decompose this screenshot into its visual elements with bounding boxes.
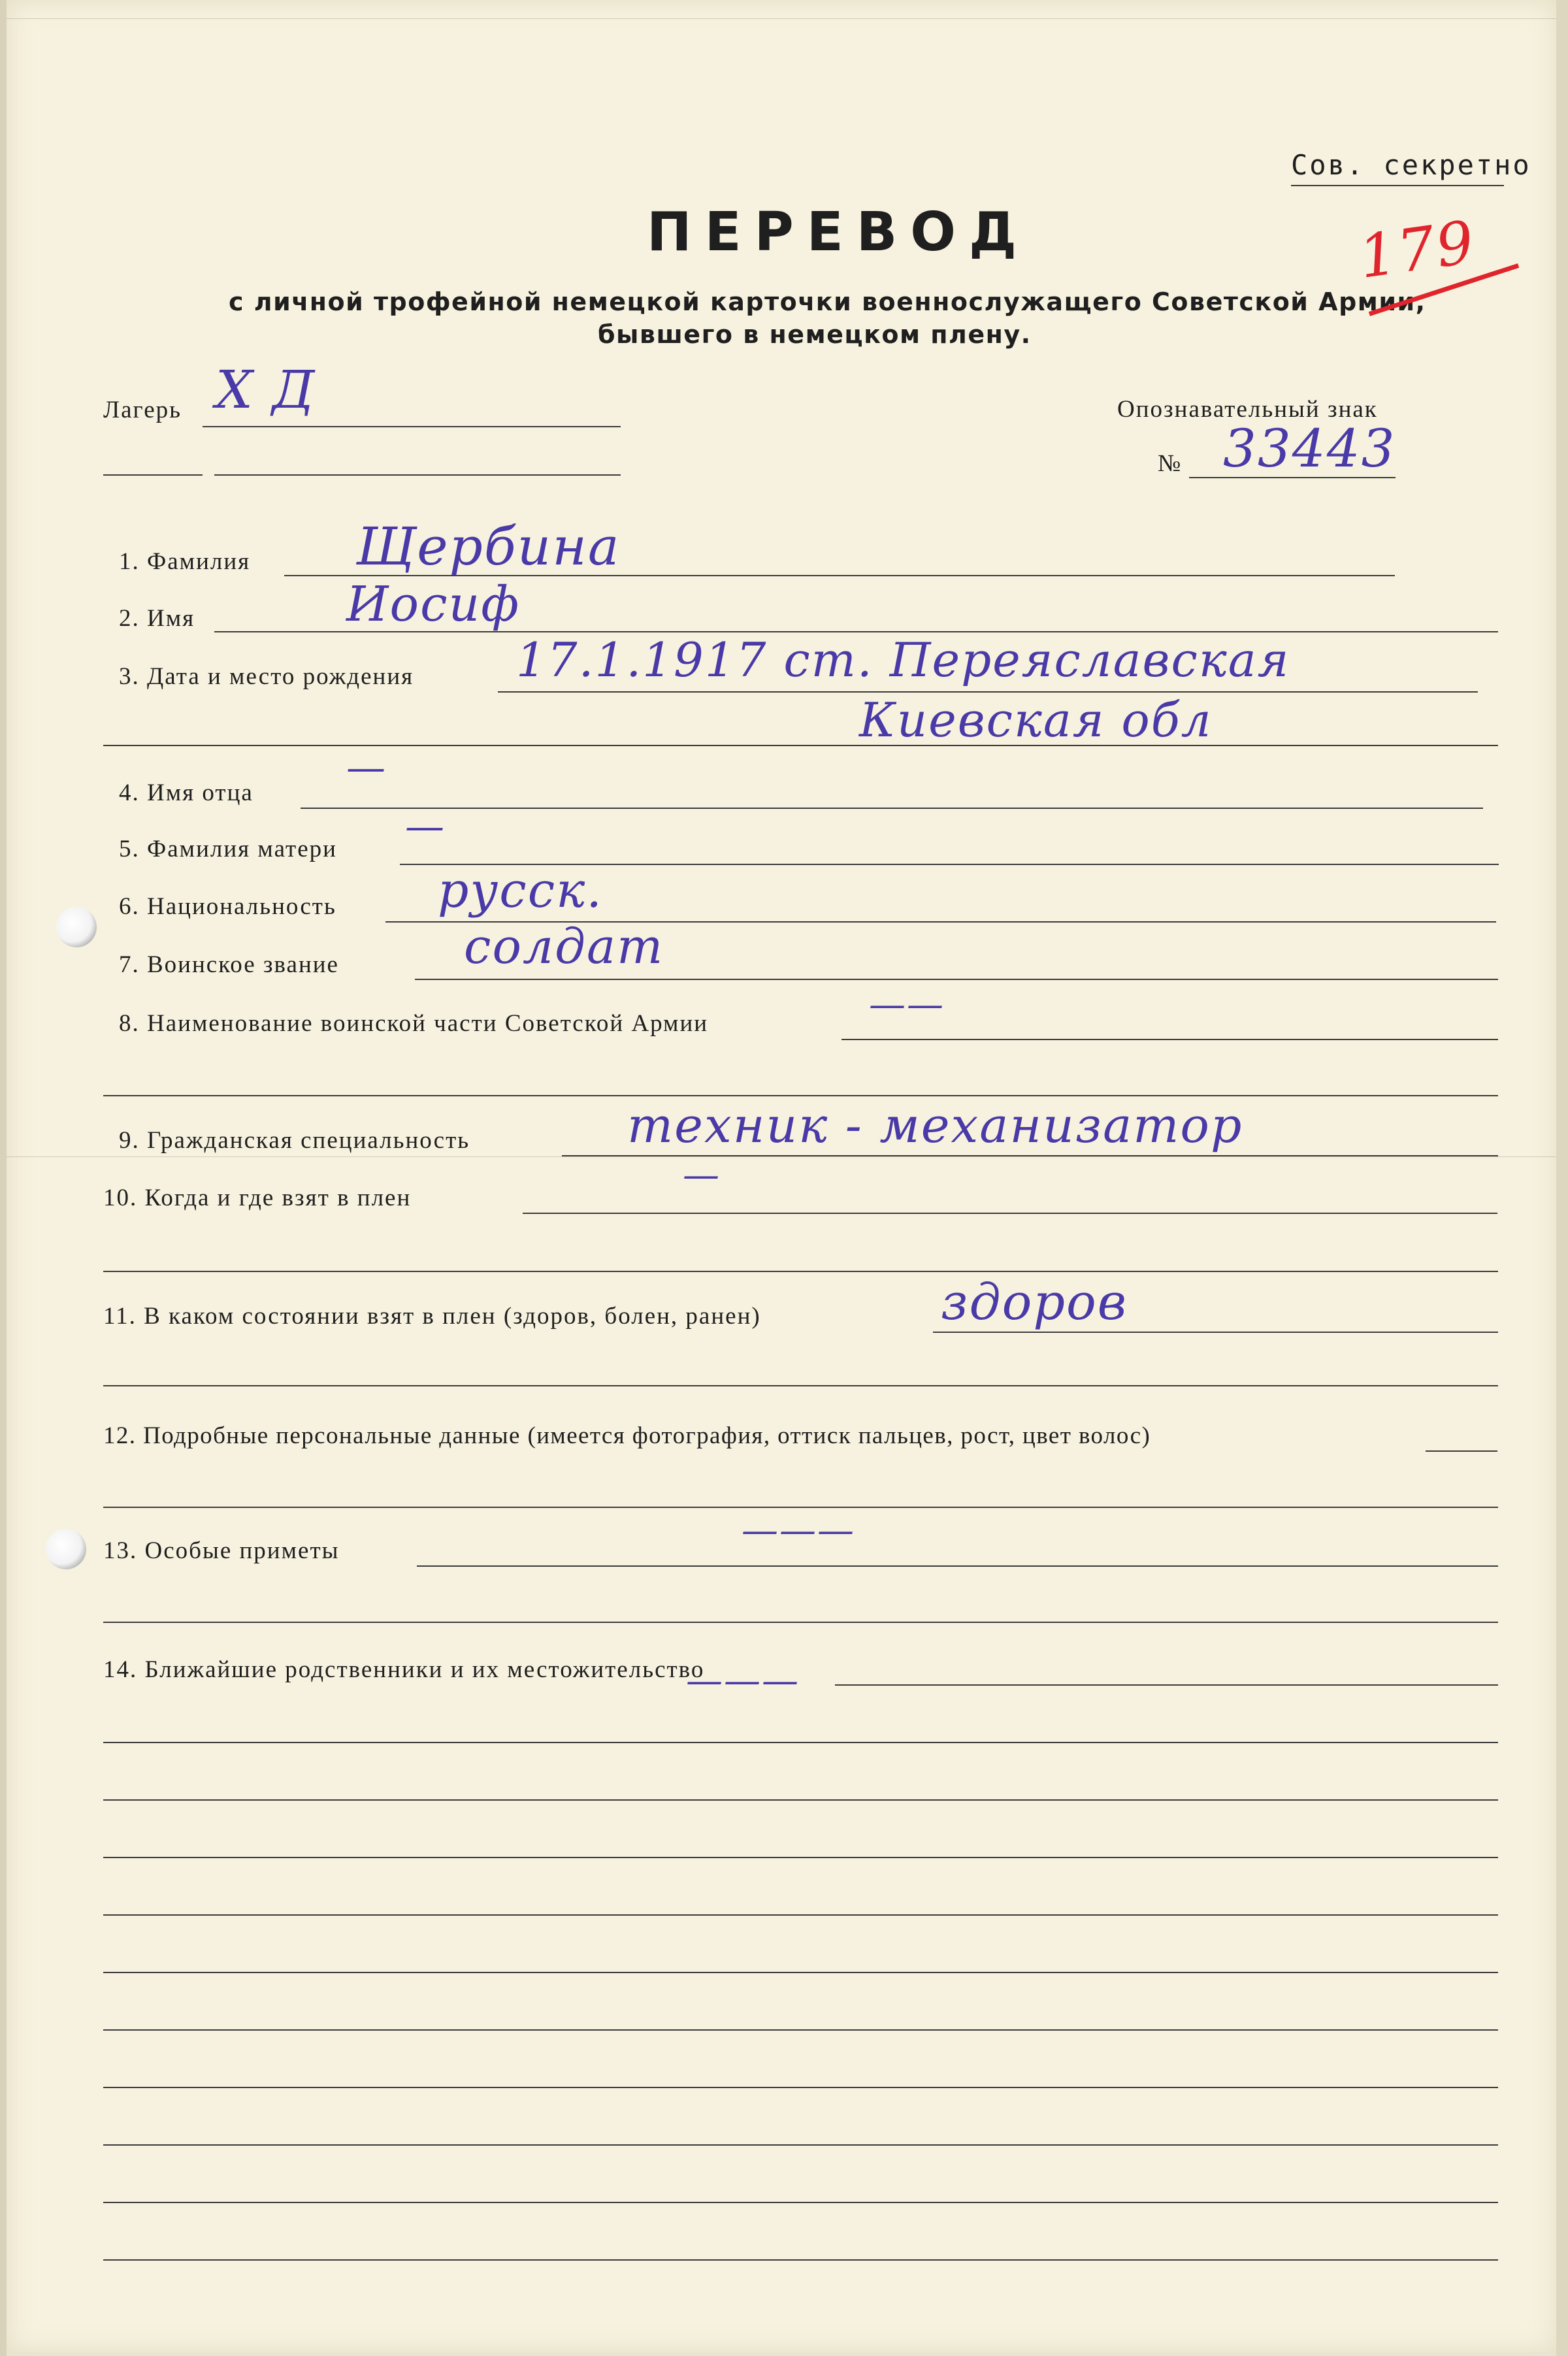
field-3-label: 3. Дата и место рождения <box>119 663 414 690</box>
page-subtitle-line1: с личной трофейной немецкой карточки военнослужащего Советской Армии, <box>229 287 1426 316</box>
field-7-label: 7. Воинское звание <box>119 951 339 978</box>
field-10-line <box>523 1213 1497 1214</box>
blank-line <box>103 2259 1498 2261</box>
field-7-line <box>415 979 1498 980</box>
field-2-value: Иосиф <box>346 576 521 632</box>
camp-line <box>203 426 621 427</box>
id-mark-label: Опознавательный знак <box>1117 396 1378 423</box>
field-5-value: — <box>405 804 446 849</box>
field-6-label: 6. Национальность <box>119 893 336 920</box>
field-2-label: 2. Имя <box>119 605 195 632</box>
field-3-value-line2: Киевская обл <box>859 693 1213 747</box>
field-3-value: 17.1.1917 ст. Переяславская <box>516 632 1290 687</box>
blank-line <box>103 1799 1498 1801</box>
field-8-label: 8. Наименование воинской части Советской Армии <box>119 1010 709 1037</box>
field-11-value: здоров <box>941 1273 1128 1331</box>
form-sheet <box>7 0 1556 2352</box>
punch-hole-top <box>56 907 97 947</box>
blank-line <box>103 2087 1498 2088</box>
field-9-label: 9. Гражданская специальность <box>119 1127 470 1154</box>
field-12-label: 12. Подробные персональные данные (имеется фотография, оттиск пальцев, рост, цвет волос) <box>103 1422 1151 1449</box>
camp-line-2b <box>214 474 621 476</box>
field-4-label: 4. Имя отца <box>119 779 253 806</box>
field-11-label: 11. В каком состоянии взят в плен (здоров, болен, ранен) <box>103 1303 761 1330</box>
field-5-label: 5. Фамилия матери <box>119 836 337 862</box>
paper-fold-line <box>7 1156 1556 1157</box>
page-number-handwritten: 179 <box>1354 208 1480 292</box>
field-10-line-2 <box>103 1271 1498 1272</box>
field-14-value: ——— <box>686 1660 800 1702</box>
paper-fold-line <box>7 18 1556 19</box>
classification-stamp: Сов. секретно <box>1291 149 1531 181</box>
blank-line <box>103 1972 1498 1973</box>
field-10-label: 10. Когда и где взят в плен <box>103 1185 412 1211</box>
field-12-line-2 <box>103 1507 1498 1508</box>
field-12-line <box>1426 1450 1497 1452</box>
field-14-line <box>835 1684 1498 1686</box>
page-title: ПЕРЕВОД <box>647 201 1030 263</box>
blank-line <box>103 2202 1498 2203</box>
field-4-value: — <box>346 745 387 791</box>
scan-edge-right <box>1556 0 1568 2356</box>
blank-line <box>103 2029 1498 2031</box>
field-1-value: Щербина <box>356 516 621 577</box>
field-3-line-2 <box>103 745 1498 746</box>
camp-line-2a <box>103 474 203 476</box>
blank-line <box>103 1742 1498 1743</box>
field-8-line-2 <box>103 1095 1498 1096</box>
field-13-line <box>417 1565 1498 1567</box>
field-13-line-2 <box>103 1622 1498 1623</box>
field-13-label: 13. Особые приметы <box>103 1537 340 1564</box>
blank-line <box>103 1914 1498 1916</box>
camp-label: Лагерь <box>103 397 182 423</box>
field-13-value: ——— <box>742 1509 855 1552</box>
field-10-value: — <box>683 1154 721 1196</box>
camp-value: Х Д <box>216 359 316 420</box>
punch-hole-bottom <box>46 1529 86 1569</box>
blank-line <box>103 1857 1498 1858</box>
blank-line <box>103 2144 1498 2146</box>
field-4-line <box>301 808 1483 809</box>
classification-underline <box>1291 185 1504 186</box>
id-number-value: 33443 <box>1223 418 1396 479</box>
id-number-label: № <box>1158 450 1183 477</box>
field-7-value: солдат <box>464 919 664 975</box>
field-1-label: 1. Фамилия <box>119 548 251 575</box>
field-6-value: русск. <box>438 862 603 919</box>
page-subtitle-line2: бывшего в немецком плену. <box>598 320 1032 349</box>
field-8-line <box>841 1039 1498 1040</box>
field-14-label: 14. Ближайшие родственники и их местожительство <box>103 1656 705 1683</box>
field-8-value: —— <box>869 983 945 1026</box>
scan-edge-left <box>0 0 7 2356</box>
field-11-line-2 <box>103 1385 1498 1386</box>
field-9-value: техник - механизатор <box>627 1098 1243 1154</box>
field-11-line <box>933 1332 1498 1333</box>
